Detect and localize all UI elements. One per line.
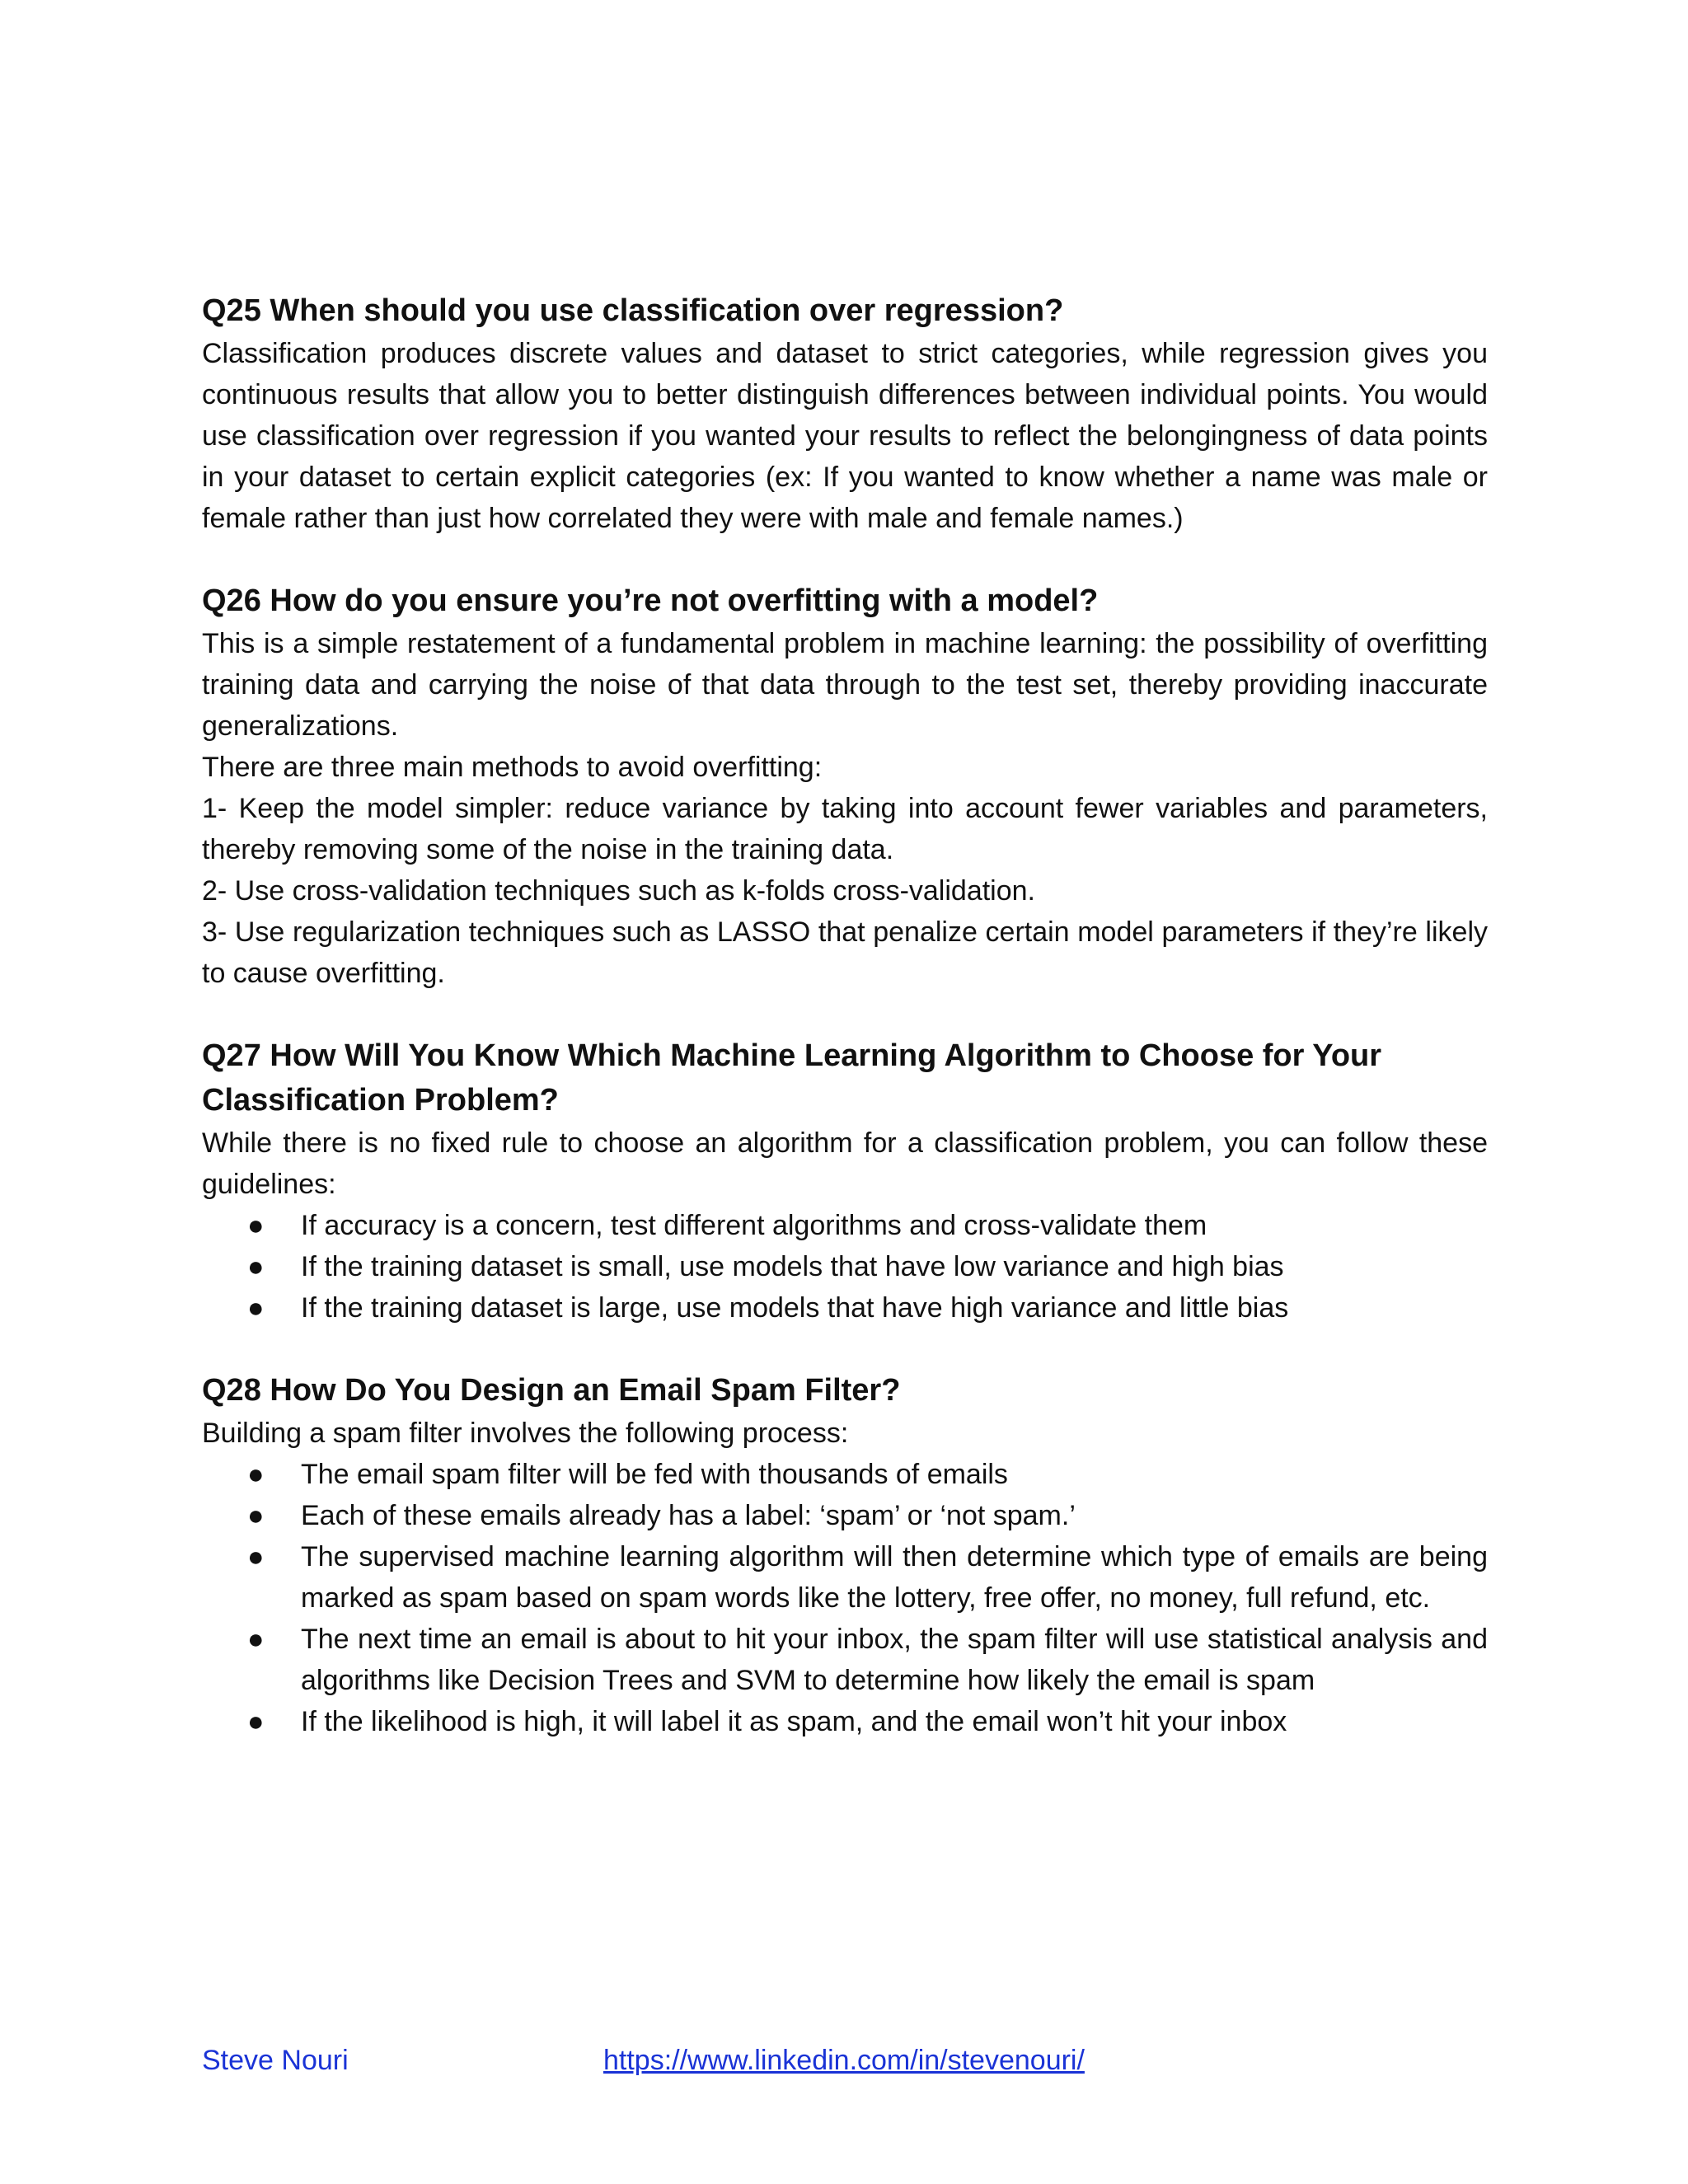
q26-method-2: 2- Use cross-validation techniques such as k-folds cross-validation.	[202, 875, 1036, 907]
list-item: ● If the likelihood is high, it will label it as spam, and the email won’t hit your inbox	[202, 1701, 1488, 1742]
bullet-icon: ●	[247, 1624, 265, 1655]
list-item: ● If the training dataset is small, use models that have low variance and high bias	[202, 1246, 1488, 1287]
q28-intro: Building a spam filter involves the following process:	[202, 1418, 849, 1449]
q27-heading: Q27 How Will You Know Which Machine Learning Algorithm to Choose for Your Classification Problem?	[202, 1038, 1382, 1118]
bullet-icon: ●	[247, 1541, 265, 1572]
q26-method-3: 3- Use regularization techniques such as LASSO that penalize certain model parameters if they’re likely to cause overfitting.	[202, 916, 1488, 989]
q25-heading: Q25 When should you use classification over regression?	[202, 293, 1064, 328]
bullet-icon: ●	[247, 1210, 265, 1241]
footer-linkedin-link[interactable]: https://www.linkedin.com/in/stevenouri/	[603, 2045, 1085, 2076]
document-body	[202, 288, 1488, 1742]
q27-intro: While there is no fixed rule to choose an algorithm for a classification problem, you can follow these guidelines:	[202, 1127, 1488, 1200]
q26-heading: Q26 How do you ensure you’re not overfitting with a model?	[202, 583, 1099, 618]
bullet-icon: ●	[247, 1459, 265, 1490]
q26-intro: This is a simple restatement of a fundamental problem in machine learning: the possibility of overfitting training data and carrying the noise of that data through to the test set, thereby providing inaccurate generalizations.	[202, 628, 1488, 742]
q28-process-list	[202, 1454, 1488, 1742]
list-item: ● Each of these emails already has a label: ‘spam’ or ‘not spam.’	[202, 1495, 1488, 1536]
list-item: ● If accuracy is a concern, test different algorithms and cross-validate them	[202, 1205, 1488, 1246]
bullet-icon: ●	[247, 1706, 265, 1737]
bullet-icon: ●	[247, 1500, 265, 1531]
list-item: ● The email spam filter will be fed with thousands of emails	[202, 1454, 1488, 1495]
q26-methods-lead: There are three main methods to avoid overfitting:	[202, 752, 823, 783]
bullet-icon: ●	[247, 1292, 265, 1324]
footer-author: Steve Nouri	[202, 2045, 349, 2076]
list-item: ● The supervised machine learning algorithm will then determine which type of emails are being marked as spam based on spam words like the lottery, free offer, no money, full refund, etc.	[202, 1536, 1488, 1619]
list-item: ● The next time an email is about to hit your inbox, the spam filter will use statistical analysis and algorithms like Decision Trees and SVM to determine how likely the email is spam	[202, 1619, 1488, 1701]
bullet-icon: ●	[247, 1251, 265, 1282]
q27-guidelines-list	[202, 1205, 1488, 1329]
list-item: ● If the training dataset is large, use models that have high variance and little bias	[202, 1287, 1488, 1329]
q25-answer: Classification produces discrete values and dataset to strict categories, while regression gives you continuous results that allow you to better distinguish differences between individual points. You would use classification over regression if you wanted your results to reflect the belongingness of data points in your dataset to certain explicit categories (ex: If you wanted to know whether a name was male or female rather than just how correlated they were with male and female names.)	[202, 338, 1488, 534]
q26-method-1: 1- Keep the model simpler: reduce variance by taking into account fewer variables and parameters, thereby removing some of the noise in the training data.	[202, 793, 1488, 865]
q28-heading: Q28 How Do You Design an Email Spam Filter?	[202, 1373, 901, 1408]
